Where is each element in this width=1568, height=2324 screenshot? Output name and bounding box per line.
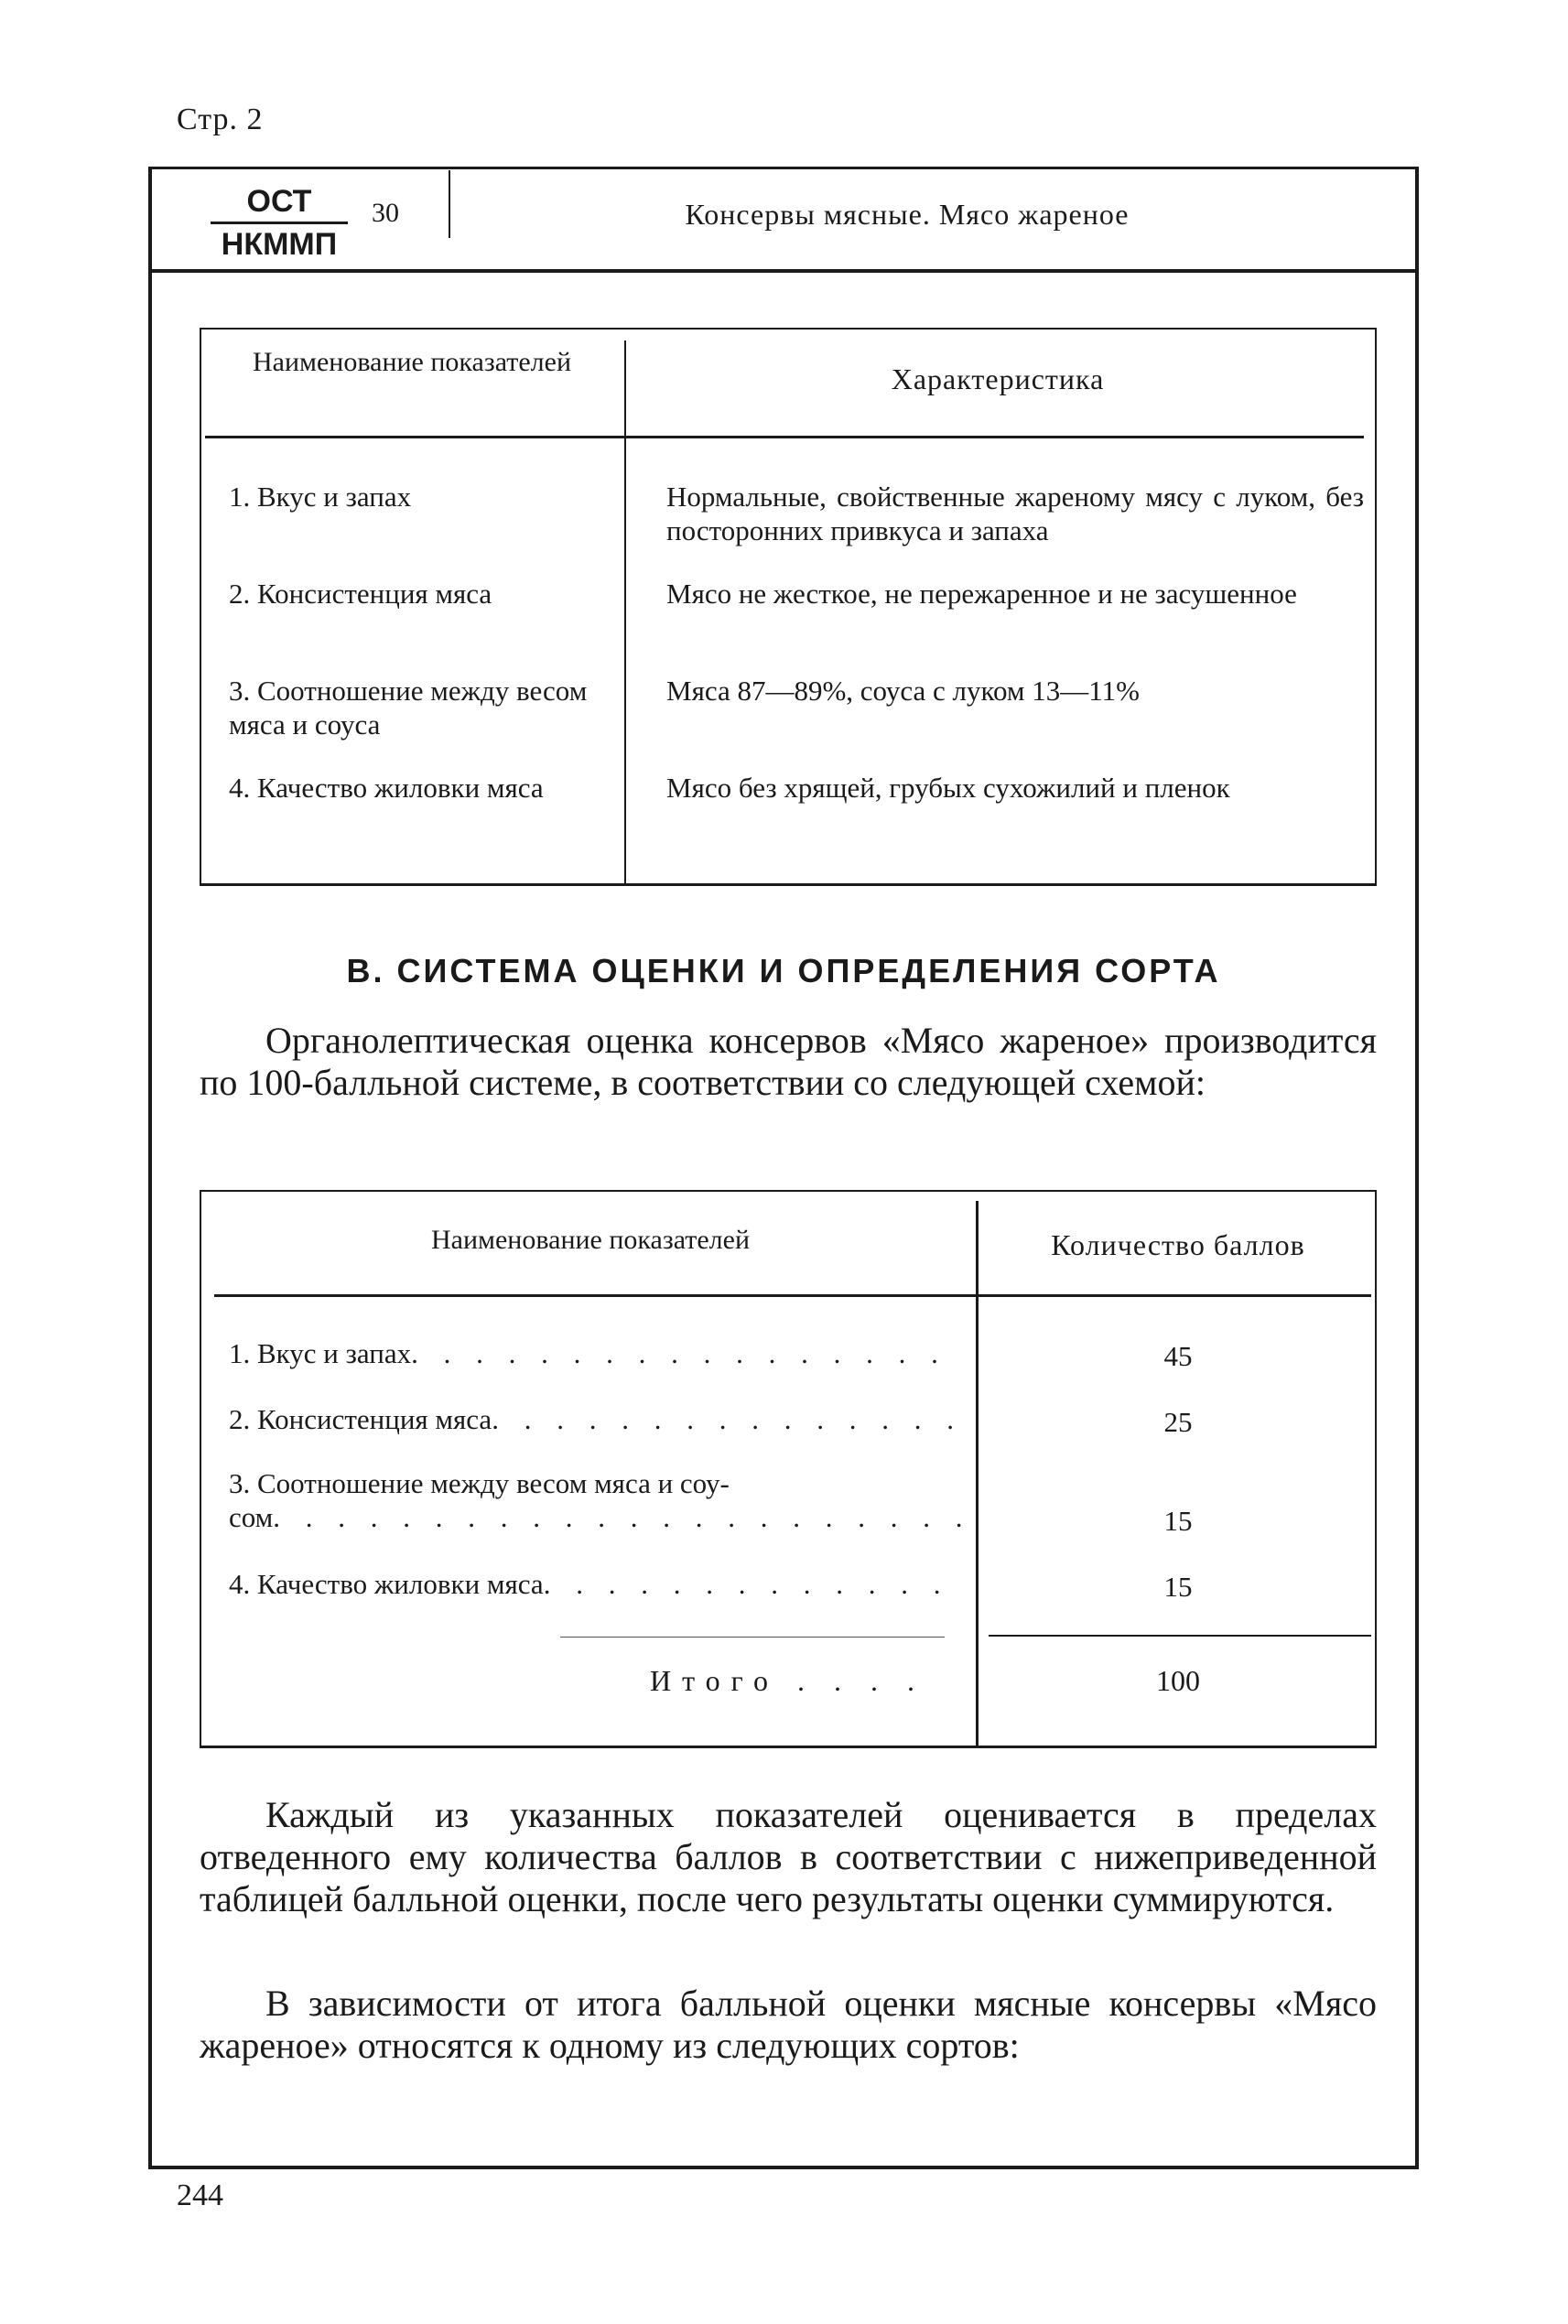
header-divider <box>449 170 450 238</box>
score-row-name <box>229 1336 961 1370</box>
column-header-name: Наименование показателей <box>430 1225 751 1255</box>
indicator-characteristic: Мясо без хрящей, грубых сухожилий и пленок <box>666 772 1230 804</box>
standard-code-bottom: НКММП <box>221 227 338 262</box>
leader-dots <box>273 1500 961 1534</box>
indicator-name: 3. Соотношение между весом мяса и соуса <box>229 675 588 740</box>
section-title: В. СИСТЕМА ОЦЕНКИ И ОПРЕДЕЛЕНИЯ СОРТА <box>346 952 1221 989</box>
leader-dots <box>411 1336 961 1370</box>
column-divider <box>976 1201 979 1746</box>
paragraph: В зависимости от итога балльной оценки мясные консервы «Мясо жареное» относятся к одному из следующих сортов: <box>200 1983 1377 2066</box>
column-header-name: Наименование показателей <box>252 347 572 377</box>
indicator-name: 1. Вкус и запах <box>229 481 412 513</box>
indicator-name-line: сом <box>229 1501 274 1533</box>
indicator-name: 4. Качество жиловки мяса <box>229 1568 544 1600</box>
total-rule-left <box>560 1637 945 1638</box>
leader-dots <box>544 1567 961 1601</box>
page-label: Стр. 2 <box>177 103 264 136</box>
paragraph: Органолептическая оценка консервов «Мясо жареное» производится по 100-балльной системе, в соответствии со следующей схемой: <box>200 1020 1377 1103</box>
standard-number: 30 <box>372 198 399 228</box>
standard-code-top: ОСТ <box>211 183 348 224</box>
score-value: 25 <box>1163 1406 1193 1438</box>
paragraph: Каждый из указанных показателей оценивается в пределах отведенного ему количества баллов в соответствии с нижеприведенной таблицей балльной оценки, после чего результаты оценки суммируются. <box>200 1794 1377 1919</box>
indicator-name-line: 3. Соотношение между весом мяса и соу- <box>229 1467 730 1499</box>
score-table <box>200 1190 1377 1748</box>
characteristics-table <box>200 328 1377 886</box>
page-number: 244 <box>177 2178 223 2212</box>
indicator-name: 4. Качество жиловки мяса <box>229 772 544 804</box>
leader-dots <box>492 1402 961 1436</box>
header-rule <box>214 1294 1371 1297</box>
total-rule <box>989 1635 1371 1637</box>
score-row-name <box>229 1402 961 1436</box>
indicator-name: 2. Консистенция мяса <box>229 1403 492 1435</box>
indicator-name: 2. Консистенция мяса <box>229 578 492 610</box>
header-rule <box>205 436 1364 438</box>
score-row-name <box>229 1466 961 1534</box>
column-divider <box>624 340 626 883</box>
total-value: 100 <box>1156 1664 1200 1697</box>
indicator-characteristic: Нормальные, свойственные жареному мясу с луком, без посторонних привкуса и запаха <box>666 481 1364 546</box>
standard-header <box>152 170 1415 273</box>
standard-code <box>211 183 348 263</box>
score-row-name <box>229 1567 961 1601</box>
column-header-points: Количество баллов <box>1051 1228 1305 1261</box>
standard-title: Консервы мясные. Мясо жареное <box>685 198 1130 231</box>
total-label: Итого . . . . <box>650 1664 925 1697</box>
score-value: 15 <box>1163 1505 1193 1537</box>
score-value: 15 <box>1163 1571 1193 1603</box>
indicator-characteristic: Мяса 87—89%, соуса с луком 13—11% <box>666 675 1140 707</box>
indicator-characteristic: Мясо не жесткое, не пережаренное и не засушенное <box>666 578 1297 610</box>
indicator-name: 1. Вкус и запах <box>229 1337 412 1369</box>
score-value: 45 <box>1163 1340 1193 1372</box>
column-header-characteristic: Характеристика <box>891 362 1105 395</box>
